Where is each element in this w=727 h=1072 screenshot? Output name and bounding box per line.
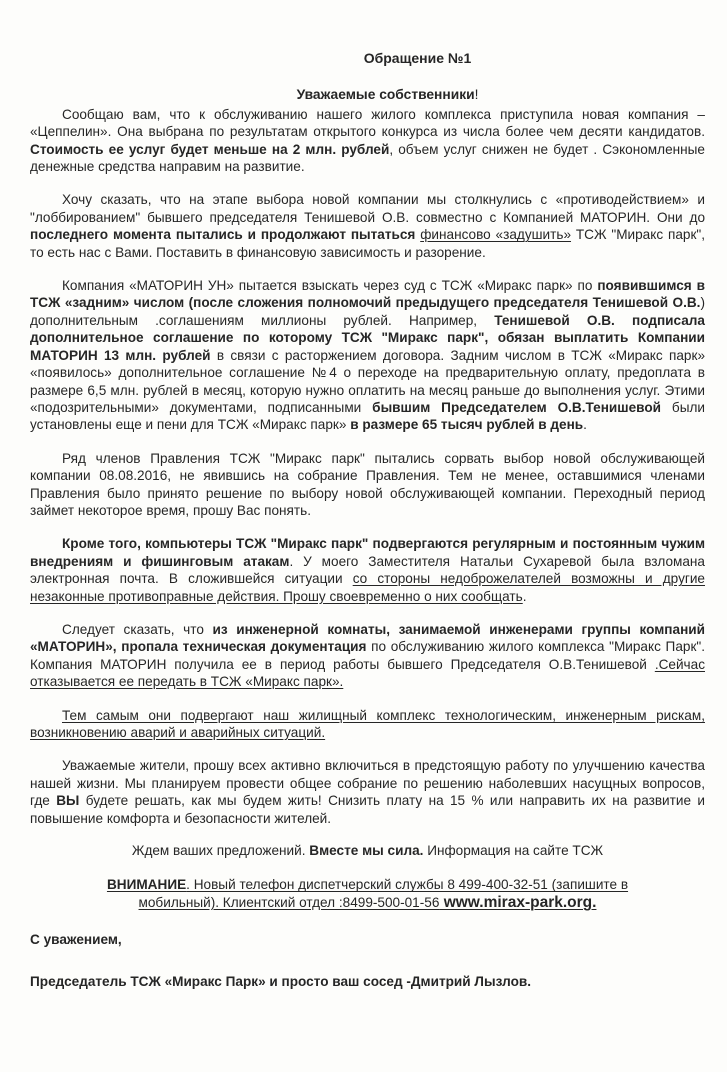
- bold-text: последнего момента пытались и продолжают пытаться: [30, 227, 416, 243]
- letter-title: Обращение №1: [363, 50, 472, 66]
- bold-text: бывшим Председателем О.В.Тенишевой: [372, 399, 662, 415]
- notice-phone: . Новый телефон диспетчерский службы 8 499-400-32-51 (запишите в: [186, 877, 629, 893]
- paragraph-board: Ряд членов Правления ТСЖ "Миракс парк" пытались сорвать выбор новой обслуживающей компании 08.08.2016, не явившись на собрание Правления. Тем не менее, оставшимися членами Правления было принято решение по выбору новой обслуживающей компании. Переходный период займет некоторое время, прошу Вас понять.: [30, 450, 705, 518]
- text: по обслуживанию жилого комплекса "Миракс Парк". Компания МАТОРИН получила ее в период работы бывшего Председателя О.В.Тенишевой: [30, 639, 705, 672]
- bold-text: Тенишевой О.В. подписала дополнительное соглашение по которому ТСЖ "Миракс парк", обязан выплатить Компании МАТОРИН 13 млн. рублей: [30, 312, 705, 363]
- notice-block: [30, 876, 705, 911]
- paragraph-documentation: [30, 621, 705, 691]
- paragraph-risks: Тем самым они подвергают наш жилищный комплекс технологическим, инженерным рискам, возникновению аварий и аварийных ситуаций.: [30, 707, 705, 740]
- text: .: [522, 588, 527, 604]
- bold-text: ВЫ: [56, 793, 80, 809]
- text: Ждем ваших предложений.: [131, 843, 310, 859]
- underlined-text: со стороны недоброжелателей возможны и другие незаконные противоправные действия. Прошу своевременно о них сообщать: [30, 571, 705, 604]
- bold-text: Кроме того, компьютеры ТСЖ "Миракс парк" подвергаются регулярным и постоянным чужим внедрениям и фишинговым атакам: [30, 536, 705, 569]
- bold-text: появившимся в ТСЖ «задним» числом (после сложения полномочий предыдущего председателя Тенишевой О.В.: [30, 278, 705, 311]
- salutation-text: Уважаемые собственники: [296, 87, 475, 103]
- text: ) дополнительным .соглашениям миллионы рублей. Например,: [30, 295, 705, 328]
- paragraph-opposition: [30, 191, 705, 261]
- paragraph-suggestions: [30, 842, 705, 859]
- paragraph-attacks: [30, 535, 705, 605]
- paragraph-meeting: [30, 757, 705, 827]
- signature: Председатель ТСЖ «Миракс Парк» и просто ваш сосед -Дмитрий Лызлов.: [30, 973, 532, 989]
- text: были установлены еще и пени для ТСЖ «Миракс парк»: [30, 399, 705, 433]
- underlined-text: финансово «задушить»: [420, 227, 572, 243]
- text: . У моего Заместителя Натальи Сухаревой была взломана электронная почта. В сложившейся ситуации: [30, 553, 705, 587]
- text: Уважаемые жители, прошу всех активно включиться в предстоящую работу по улучшению качества нашей жизни. Мы планируем провести общее собрание по решению наболевших насущных вопросов, где: [30, 758, 705, 809]
- underlined-text: .Сейчас отказывается ее передать в ТСЖ «Миракс парк».: [30, 656, 705, 690]
- bold-text: в размере 65 тысяч рублей в день: [350, 417, 584, 433]
- salutation: [70, 86, 705, 103]
- text: .: [583, 417, 587, 433]
- notice-client-phone: мобильный). Клиентский отдел :8499-500-01-56: [138, 894, 440, 910]
- text: ТСЖ "Миракс парк", то есть нас с Вами. Поставить в финансовую зависимость и разорение.: [30, 227, 706, 260]
- text: Компания «МАТОРИН УН» пытается взыскать через суд с ТСЖ «Миракс парк» по: [62, 278, 598, 294]
- text: будете решать, как мы будем жить! Снизить плату на 15 % или направить их на развитие и повышение комфорта и безопасности жителей.: [30, 793, 705, 826]
- bold-text: Вместе мы сила.: [309, 843, 424, 859]
- paragraph-new-company: [30, 106, 705, 176]
- text: Следует сказать, что: [62, 621, 213, 637]
- bold-text: Стоимость ее услуг будет меньше на 2 млн. рублей: [30, 141, 390, 157]
- notice-line-2: [30, 894, 705, 911]
- website-link[interactable]: www.mirax-park.org.: [439, 893, 597, 911]
- text: Сообщаю вам, что к обслуживанию нашего жилого комплекса приступила новая компания – «Цеппелин». Она выбрана по результатам открытого конкурса из числа более чем десяти кандидатов.: [30, 106, 705, 140]
- text: Хочу сказать, что на этапе выбора новой компании мы столкнулись с «противодействием» и "лоббированием" бывшего председателя Тенишевой О.В. совместно с Компанией МАТОРИН. Они до: [30, 192, 705, 225]
- text: в связи с расторжением договора. Задним числом в ТСЖ «Миракс парк» «появилось» дополнительное соглашение №4 о переходе на предварительную оплату, предоплата в размере 6,5 млн. рублей в месяц, которую нужно оплатить на месяц раньше до выполнения услуг. Этими «подозрительными» документами, подписанными: [30, 347, 705, 415]
- notice-label: ВНИМАНИЕ: [106, 877, 187, 893]
- text: , объем услуг снижен не будет . Сэкономленные денежные средства направим на развитие.: [30, 141, 705, 175]
- bold-text: из инженерной комнаты, занимаемой инженерами группы компаний «МАТОРИН», пропала техническая документация: [30, 621, 705, 655]
- paragraph-lawsuit: [30, 277, 705, 434]
- text: Информация на сайте ТСЖ: [423, 843, 604, 859]
- closing: С уважением,: [30, 932, 122, 948]
- salutation-mark: !: [474, 87, 479, 103]
- notice-line-1: [30, 876, 705, 893]
